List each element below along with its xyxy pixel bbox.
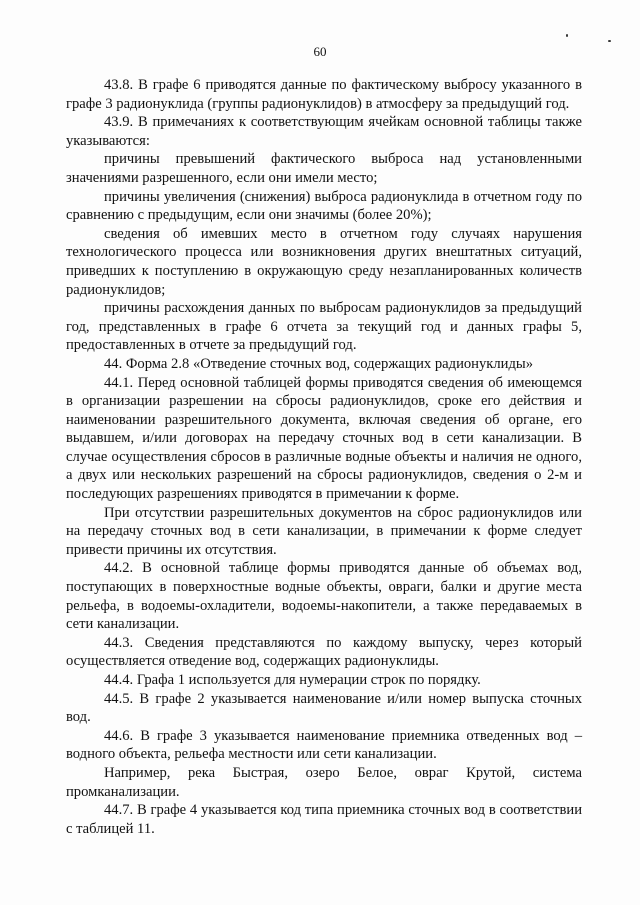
paragraph-44-7: 44.7. В графе 4 указывается код типа приемника сточных вод в соответствии с таблицей 11. (66, 802, 582, 837)
scan-speck (566, 34, 568, 37)
list-item-discrepancy-reasons: причины расхождения данных по выбросам радионуклидов за предыдущий год, представленных в графе 6 отчета за текущий год и данных графы 5, предоставленных в отчете за предыдущий год. (66, 300, 582, 354)
paragraph-44-1: 44.1. Перед основной таблицей формы приводятся сведения об имеющемся в организации разрешении на сбросы радионуклидов, сроке его действия и наименовании разрешительного документа, включая сведения об органе, его выдавшем, и/или договорах на передачу сточных вод в сети канализации. В случае осуществления сбросов в различные водные объекты и наличия не одного, а двух или нескольких разрешений на сбросы радионуклидов, сведения о 2-м и последующих разрешениях приводятся в примечании к форме. (66, 374, 582, 503)
section-heading-44: 44. Форма 2.8 «Отведение сточных вод, содержащих радионуклиды» (104, 355, 533, 372)
paragraph-44-6: 44.6. В графе 3 указывается наименование приемника отведенных вод – водного объекта, рельефа местности или сети канализации. (66, 727, 582, 763)
paragraph-44-5: 44.5. В графе 2 указывается наименование и/или номер выпуска сточных вод. (66, 690, 582, 726)
paragraph-43-9: 43.9. В примечаниях к соответствующим ячейкам основной таблицы также указываются: (66, 114, 582, 149)
paragraph-example: Например, река Быстрая, озеро Белое, овраг Крутой, система промканализации. (66, 764, 582, 800)
paragraph-44-2: 44.2. В основной таблице формы приводятся данные об объемах вод, поступающих в поверхностные водные объекты, овраги, балки и другие места рельефа, в водоемы-охладители, водоемы-накопители, а также передаваемых в сети канализации. (66, 560, 582, 633)
scan-speck (608, 40, 611, 42)
paragraph-43-8: 43.8. В графе 6 приводятся данные по фактическому выбросу указанного в графе 3 радионуклида (группы радионуклидов) в атмосферу за предыдущий год. (66, 77, 582, 112)
document-body (66, 76, 582, 838)
paragraph-44-4: 44.4. Графа 1 используется для нумерации строк по порядку. (104, 672, 481, 688)
list-item-change-reasons: причины увеличения (снижения) выброса радионуклида в отчетном году по сравнению с предыдущим, если они значимы (более 20%); (66, 188, 582, 224)
list-item-incidents: сведения об имевших место в отчетном году случаях нарушения технологического процесса или возникновения других внештатных ситуаций, приведших к поступлению в окружающую среду незапланированных количеств радионуклидов; (66, 225, 582, 298)
page-number: 60 (313, 44, 327, 59)
paragraph-44-3: 44.3. Сведения представляются по каждому выпуску, через который осуществляется отведение вод, содержащих радионуклиды. (66, 634, 582, 670)
paragraph-no-permits: При отсутствии разрешительных документов на сброс радионуклидов или на передачу сточных вод в сети канализации, в примечании к форме следует привести причины их отсутствия. (66, 504, 582, 558)
list-item-excess-reasons: причины превышений фактического выброса над установленными значениями разрешенного, если они имели место; (66, 151, 582, 186)
